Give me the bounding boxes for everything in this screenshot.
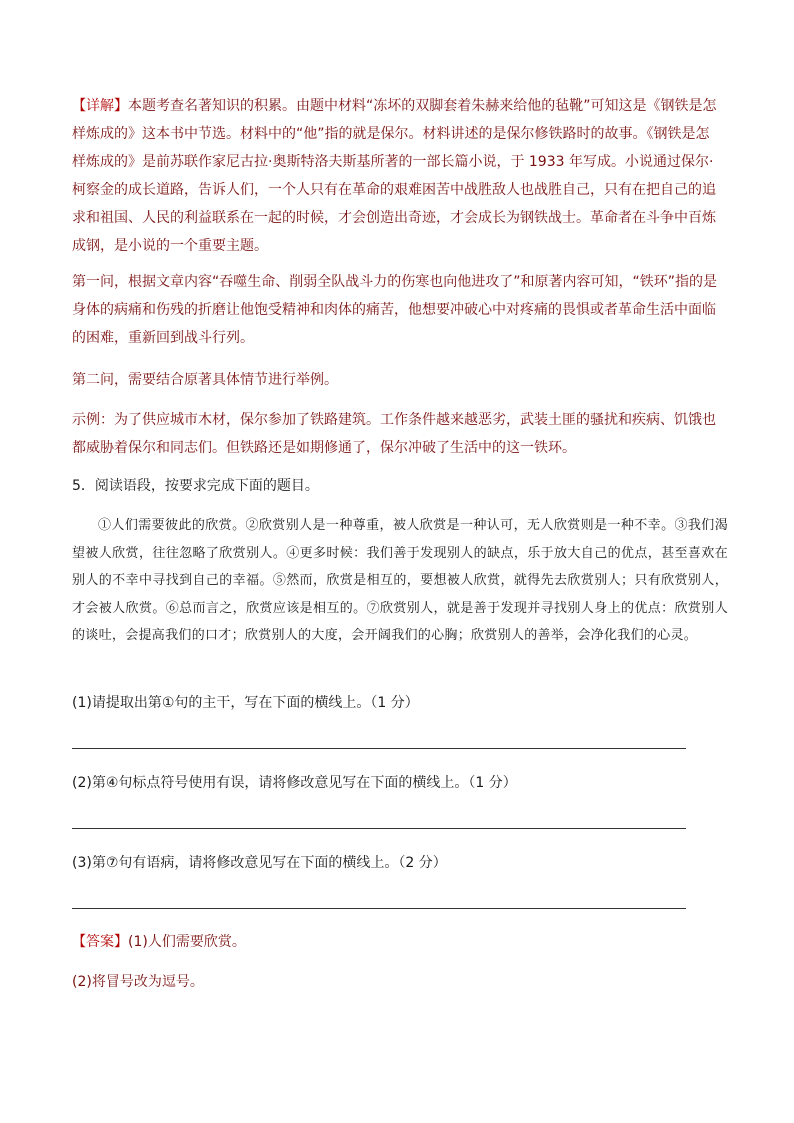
subquestion-2: (2)第④句标点符号使用有误，请将修改意见写在下面的横线上。（1 分）	[72, 775, 517, 791]
detail-paragraph	[72, 92, 722, 260]
answer-line-2[interactable]	[72, 828, 686, 829]
answer-1-text: (1)人们需要欣赏。	[128, 934, 246, 950]
example-paragraph: 示例：为了供应城市木材，保尔参加了铁路建筑。工作条件越来越恶劣，武装土匪的骚扰和疾病、饥饿也都威胁着保尔和同志们。但铁路还是如期修通了，保尔冲破了生活中的这一铁环。	[72, 412, 716, 456]
answer-line-1[interactable]	[72, 748, 686, 749]
subquestion-1: (1)请提取出第①句的主干，写在下面的横线上。（1 分）	[72, 695, 419, 711]
answer-line-3[interactable]	[72, 908, 686, 909]
subquestion-3: (3)第⑦句有语病，请将修改意见写在下面的横线上。（2 分）	[72, 855, 447, 871]
detail-label: 【详解】	[72, 98, 128, 114]
answer-1	[72, 928, 722, 956]
question5-title: 5．阅读语段，按要求完成下面的题目。	[72, 478, 319, 494]
q2-explanation: 第二问，需要结合原著具体情节进行举例。	[72, 372, 338, 388]
detail-text: 本题考查名著知识的积累。由题中材料“冻坏的双脚套着朱赫来给他的毡靴”可知这是《钢铁是怎样炼成的》这本书中节选。材料中的“他”指的就是保尔。材料讲述的是保尔修铁路时的故事。《钢铁是怎样炼成的》是前苏联作家尼古拉·奥斯特洛夫斯基所著的一部长篇小说，于 1933 年写成。小说通过保尔·柯察金的成长道路，告诉人们，一个人只有在革命的艰难困苦中战胜敌人也战胜自己，只有在把自己的追求和祖国、人民的利益联系在一起的时候，才会创造出奇迹，才会成长为钢铁战士。革命者在斗争中百炼成钢，是小说的一个重要主题。	[72, 98, 717, 254]
reading-passage: ①人们需要彼此的欣赏。②欣赏别人是一种尊重，被人欣赏是一种认可，无人欣赏则是一种不幸。③我们渴望被人欣赏，往往忽略了欣赏别人。④更多时候：我们善于发现别人的缺点，乐于放大自己的优点，甚至喜欢在别人的不幸中寻找到自己的幸福。⑤然而，欣赏是相互的，要想被人欣赏，就得先去欣赏别人；只有欣赏别人，才会被人欣赏。⑥总而言之，欣赏应该是相互的。⑦欣赏别人，就是善于发现并寻找别人身上的优点：欣赏别人的谈吐，会提高我们的口才；欣赏别人的大度，会开阔我们的心胸；欣赏别人的善举，会净化我们的心灵。	[72, 518, 728, 643]
q1-explanation: 第一问，根据文章内容“吞噬生命、削弱全队战斗力的伤寒也向他进攻了”和原著内容可知，“铁环”指的是身体的病痛和伤残的折磨让他饱受精神和肉体的痛苦，他想要冲破心中对疼痛的畏惧或者革命生活中面临的困难，重新回到战斗行列。	[72, 274, 718, 346]
answer-label: 【答案】	[72, 934, 128, 950]
answer-2: (2)将冒号改为逗号。	[72, 974, 204, 990]
